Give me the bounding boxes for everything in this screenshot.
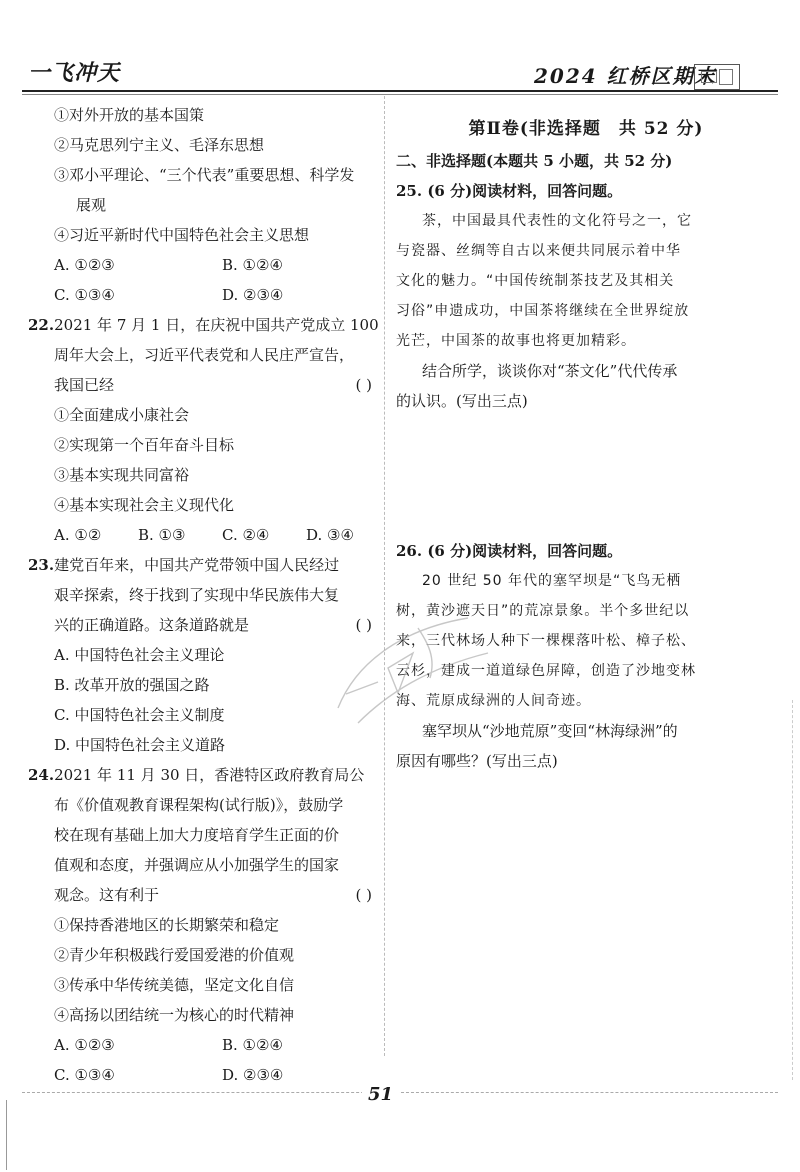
q22-option-3: ③基本实现共同富裕 (54, 466, 190, 484)
section-subtitle: 二、非选择题(本题共 5 小题，共 52 分) (396, 152, 673, 170)
q24-choices-row-1 (28, 1030, 390, 1060)
q23-choice-c[interactable]: C. 中国特色社会主义制度 (54, 706, 225, 724)
left-margin-line (6, 1100, 7, 1170)
q23-line-3 (28, 610, 390, 640)
q21-choice-c[interactable]: C. ①③④ (54, 286, 115, 304)
q23-number: 23. (28, 556, 55, 574)
q23-line-2: 艰辛探索，终于找到了实现中华民族伟大复 (54, 586, 340, 604)
header-stamp-icon (694, 64, 740, 90)
q22-choice-d[interactable]: D. ③④ (306, 526, 354, 544)
section-title: 第Ⅱ卷(非选择题 共 52 分) (468, 119, 704, 139)
q26-prompt-1: 塞罕坝从“沙地荒原”变回“林海绿洲”的 (422, 722, 678, 740)
exam-title: 2024 红桥区期末 (534, 64, 717, 88)
q25-answer-space[interactable] (396, 416, 776, 536)
q26-material-5: 海、荒原成绿洲的人间奇迹。 (396, 693, 591, 709)
q22-line-2: 周年大会上，习近平代表党和人民庄严宣告， (54, 346, 355, 364)
brand-logo-text: 一飞冲天 (28, 60, 121, 86)
q23-text-1: 建党百年来，中国共产党带领中国人民经过 (54, 556, 340, 574)
q24-option-1: ①保持香港地区的长期繁荣和稳定 (54, 916, 280, 934)
q21-choice-b[interactable]: B. ①②④ (222, 256, 283, 274)
q22-answer-bracket[interactable]: ( ) (355, 376, 372, 394)
q23-choice-b[interactable]: B. 改革开放的强国之路 (54, 676, 210, 694)
q21-option-3-cont: 展观 (76, 196, 107, 214)
q24-answer-bracket[interactable]: ( ) (355, 886, 372, 904)
q25-material-3: 文化的魅力。“中国传统制茶技艺及其相关 (396, 273, 675, 289)
q25-material-4: 习俗”申遗成功，中国茶将继续在全世界绽放 (396, 303, 690, 319)
q23-line-1 (28, 550, 390, 580)
q21-choice-a[interactable]: A. ①②③ (54, 256, 115, 274)
q24-text-1: 2021 年 11 月 30 日，香港特区政府教育局公 (54, 766, 365, 784)
q21-option-4: ④习近平新时代中国特色社会主义思想 (54, 226, 310, 244)
q26-material-4: 云杉，建成一道道绿色屏障，创造了沙地变林 (396, 663, 696, 679)
page-number: 51 (362, 1084, 399, 1105)
left-column (28, 100, 390, 1090)
q26-prompt-2: 原因有哪些？(写出三点) (396, 752, 558, 770)
q22-option-4: ④基本实现社会主义现代化 (54, 496, 235, 514)
q25-prompt-1: 结合所学，谈谈你对“茶文化”代代传承 (422, 362, 678, 380)
q25-material-5: 光芒，中国茶的故事也将更加精彩。 (396, 333, 636, 349)
footer-rule (22, 1092, 778, 1093)
q22-number: 22. (28, 316, 55, 334)
q24-choice-b[interactable]: B. ①②④ (222, 1036, 283, 1054)
q24-choice-c[interactable]: C. ①③④ (54, 1066, 115, 1084)
q22-line-1 (28, 310, 390, 340)
q23-choice-a[interactable]: A. 中国特色社会主义理论 (54, 646, 225, 664)
q21-choices-row-1 (28, 250, 390, 280)
q24-line-4: 值观和态度，并强调应从小加强学生的国家 (54, 856, 340, 874)
q23-text-3: 兴的正确道路。这条道路就是 (54, 616, 250, 634)
q22-text-1: 2021 年 7 月 1 日，在庆祝中国共产党成立 100 (54, 316, 379, 334)
q23-answer-bracket[interactable]: ( ) (355, 616, 372, 634)
q21-option-1: ①对外开放的基本国策 (54, 106, 205, 124)
q21-choices-row-2 (28, 280, 390, 310)
q22-choices-row (28, 520, 390, 550)
q21-option-2: ②马克思列宁主义、毛泽东思想 (54, 136, 265, 154)
q25-material-2: 与瓷器、丝绸等自古以来便共同展示着中华 (396, 243, 681, 259)
header-rule-thin (22, 94, 778, 95)
q22-option-2: ②实现第一个百年奋斗目标 (54, 436, 235, 454)
q22-line-3 (28, 370, 390, 400)
q25-heading: 25. (6 分)阅读材料，回答问题。 (396, 182, 623, 200)
q25-material-1: 茶，中国最具代表性的文化符号之一，它 (422, 213, 692, 229)
q26-heading: 26. (6 分)阅读材料，回答问题。 (396, 542, 623, 560)
q22-option-1: ①全面建成小康社会 (54, 406, 190, 424)
q22-choice-b[interactable]: B. ①③ (138, 526, 186, 544)
q24-choice-d[interactable]: D. ②③④ (222, 1066, 284, 1084)
q24-line-3: 校在现有基础上加大力度培育学生正面的价 (54, 826, 340, 844)
q24-option-4: ④高扬以团结统一为核心的时代精神 (54, 1006, 295, 1024)
q24-line-5 (28, 880, 390, 910)
q24-line-2: 布《价值观教育课程架构(试行版)》，鼓励学 (54, 796, 344, 814)
q21-choice-d[interactable]: D. ②③④ (222, 286, 284, 304)
q24-option-3: ③传承中华传统美德，坚定文化自信 (54, 976, 295, 994)
q22-choice-a[interactable]: A. ①② (54, 526, 102, 544)
q23-choice-d[interactable]: D. 中国特色社会主义道路 (54, 736, 226, 754)
q26-material-1: 20 世纪 50 年代的塞罕坝是“飞鸟无栖 (422, 573, 682, 589)
q25-prompt-2: 的认识。(写出三点) (396, 392, 528, 410)
q22-choice-c[interactable]: C. ②④ (222, 526, 270, 544)
q24-number: 24. (28, 766, 55, 784)
header-rule (22, 90, 778, 92)
right-column (396, 112, 776, 776)
q24-text-5: 观念。这有利于 (54, 886, 160, 904)
q21-option-3: ③邓小平理论、“三个代表”重要思想、科学发 (54, 166, 355, 184)
q24-choice-a[interactable]: A. ①②③ (54, 1036, 115, 1054)
q24-choices-row-2 (28, 1060, 390, 1090)
q24-option-2: ②青少年积极践行爱国爱港的价值观 (54, 946, 295, 964)
q26-material-2: 树，黄沙遮天日”的荒凉景象。半个多世纪以 (396, 603, 690, 619)
q24-line-1 (28, 760, 390, 790)
q22-text-3: 我国已经 (54, 376, 115, 394)
q26-material-3: 来，三代林场人种下一棵棵落叶松、樟子松、 (396, 633, 696, 649)
right-margin-line (792, 700, 793, 1080)
